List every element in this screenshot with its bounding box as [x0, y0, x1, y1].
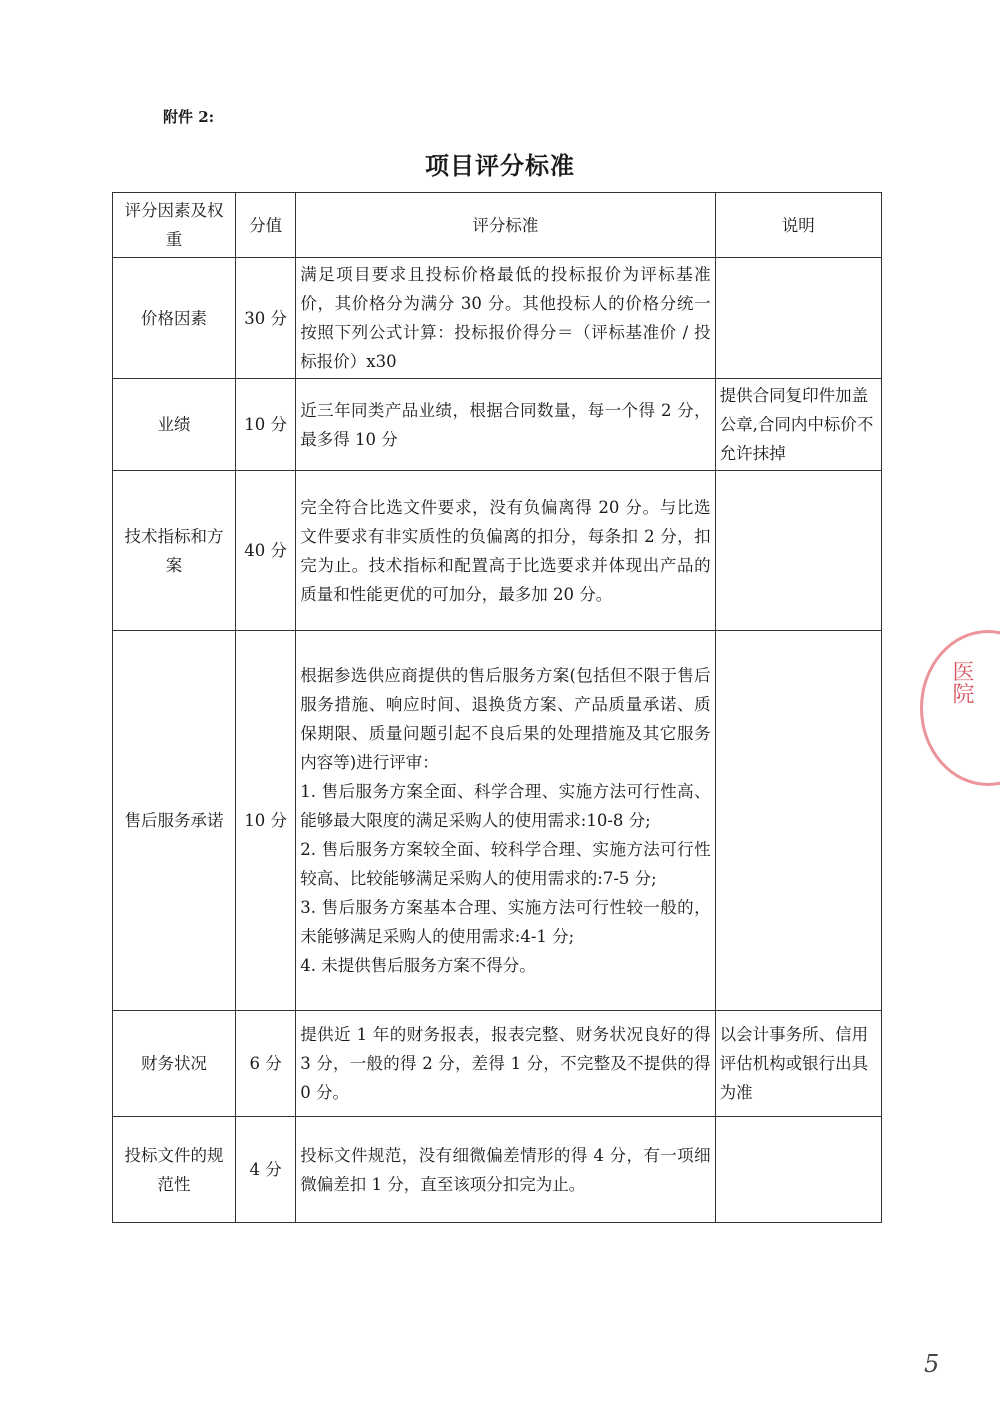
page-title: 项目评分标准: [425, 151, 575, 180]
criteria-item: 1. 售后服务方案全面、科学合理、实施方法可行性高、能够最大限度的满足采购人的使用需求:10-8 分;: [300, 782, 711, 830]
table-row-compliance: [113, 1117, 882, 1223]
factor-cell: 售后服务承诺: [113, 631, 236, 1011]
score-cell: 10 分: [235, 379, 295, 471]
score-cell: 10 分: [235, 631, 295, 1011]
score-cell: 30 分: [235, 258, 295, 379]
table-row-performance: [113, 379, 882, 471]
criteria-cell: 近三年同类产品业绩，根据合同数量，每一个得 2 分，最多得 10 分: [296, 379, 715, 471]
factor-cell: 业绩: [113, 379, 236, 471]
note-cell: [715, 258, 881, 379]
factor-cell: 价格因素: [113, 258, 236, 379]
header-criteria: 评分标准: [296, 193, 715, 258]
score-cell: 6 分: [235, 1011, 295, 1117]
note-cell: [715, 471, 881, 631]
note-cell: [715, 1117, 881, 1223]
score-cell: 4 分: [235, 1117, 295, 1223]
note-cell: [715, 631, 881, 1011]
note-cell: 以会计事务所、信用评估机构或银行出具为准: [715, 1011, 881, 1117]
table-row-after-sales: [113, 631, 882, 1011]
table-row-price: [113, 258, 882, 379]
table-header-row: [113, 193, 882, 258]
seal-text: 医院: [949, 660, 974, 704]
factor-cell: 技术指标和方案: [113, 471, 236, 631]
criteria-cell: 满足项目要求且投标价格最低的投标报价为评标基准价，其价格分为满分 30 分。其他投标人的价格分统一按照下列公式计算：投标报价得分＝（评标基准价 / 投标报价）x30: [296, 258, 715, 379]
attachment-label: 附件 2:: [163, 108, 215, 126]
criteria-item: 3. 售后服务方案基本合理、实施方法可行性较一般的，未能够满足采购人的使用需求:4-1 分;: [300, 898, 711, 946]
official-seal: [920, 630, 1000, 786]
factor-cell: 投标文件的规范性: [113, 1117, 236, 1223]
scoring-table: [112, 192, 882, 1223]
header-note: 说明: [715, 193, 881, 258]
header-score: 分值: [235, 193, 295, 258]
table-row-finance: [113, 1011, 882, 1117]
criteria-cell: 投标文件规范，没有细微偏差情形的得 4 分，有一项细微偏差扣 1 分，直至该项分扣完为止。: [296, 1117, 715, 1223]
note-cell: 提供合同复印件加盖公章,合同内中标价不允许抹掉: [715, 379, 881, 471]
criteria-cell: 提供近 1 年的财务报表，报表完整、财务状况良好的得 3 分，一般的得 2 分，差得 1 分，不完整及不提供的得 0 分。: [296, 1011, 715, 1117]
criteria-cell: 完全符合比选文件要求，没有负偏离得 20 分。与比选文件要求有非实质性的负偏离的扣分，每条扣 2 分，扣完为止。技术指标和配置高于比选要求并体现出产品的质量和性能更优的可加分，最多加 20 分。: [296, 471, 715, 631]
score-cell: 40 分: [235, 471, 295, 631]
table-row-technical: [113, 471, 882, 631]
page-number: 5: [924, 1350, 940, 1378]
criteria-item: 4. 未提供售后服务方案不得分。: [300, 956, 536, 975]
criteria-cell: [296, 631, 715, 1011]
criteria-intro: 根据参选供应商提供的售后服务方案(包括但不限于售后服务措施、响应时间、退换货方案、产品质量承诺、质保期限、质量问题引起不良后果的处理措施及其它服务内容等)进行评审：: [300, 666, 711, 772]
header-factor: 评分因素及权重: [113, 193, 236, 258]
criteria-item: 2. 售后服务方案较全面、较科学合理、实施方法可行性较高、比较能够满足采购人的使用需求的:7-5 分;: [300, 840, 711, 888]
factor-cell: 财务状况: [113, 1011, 236, 1117]
